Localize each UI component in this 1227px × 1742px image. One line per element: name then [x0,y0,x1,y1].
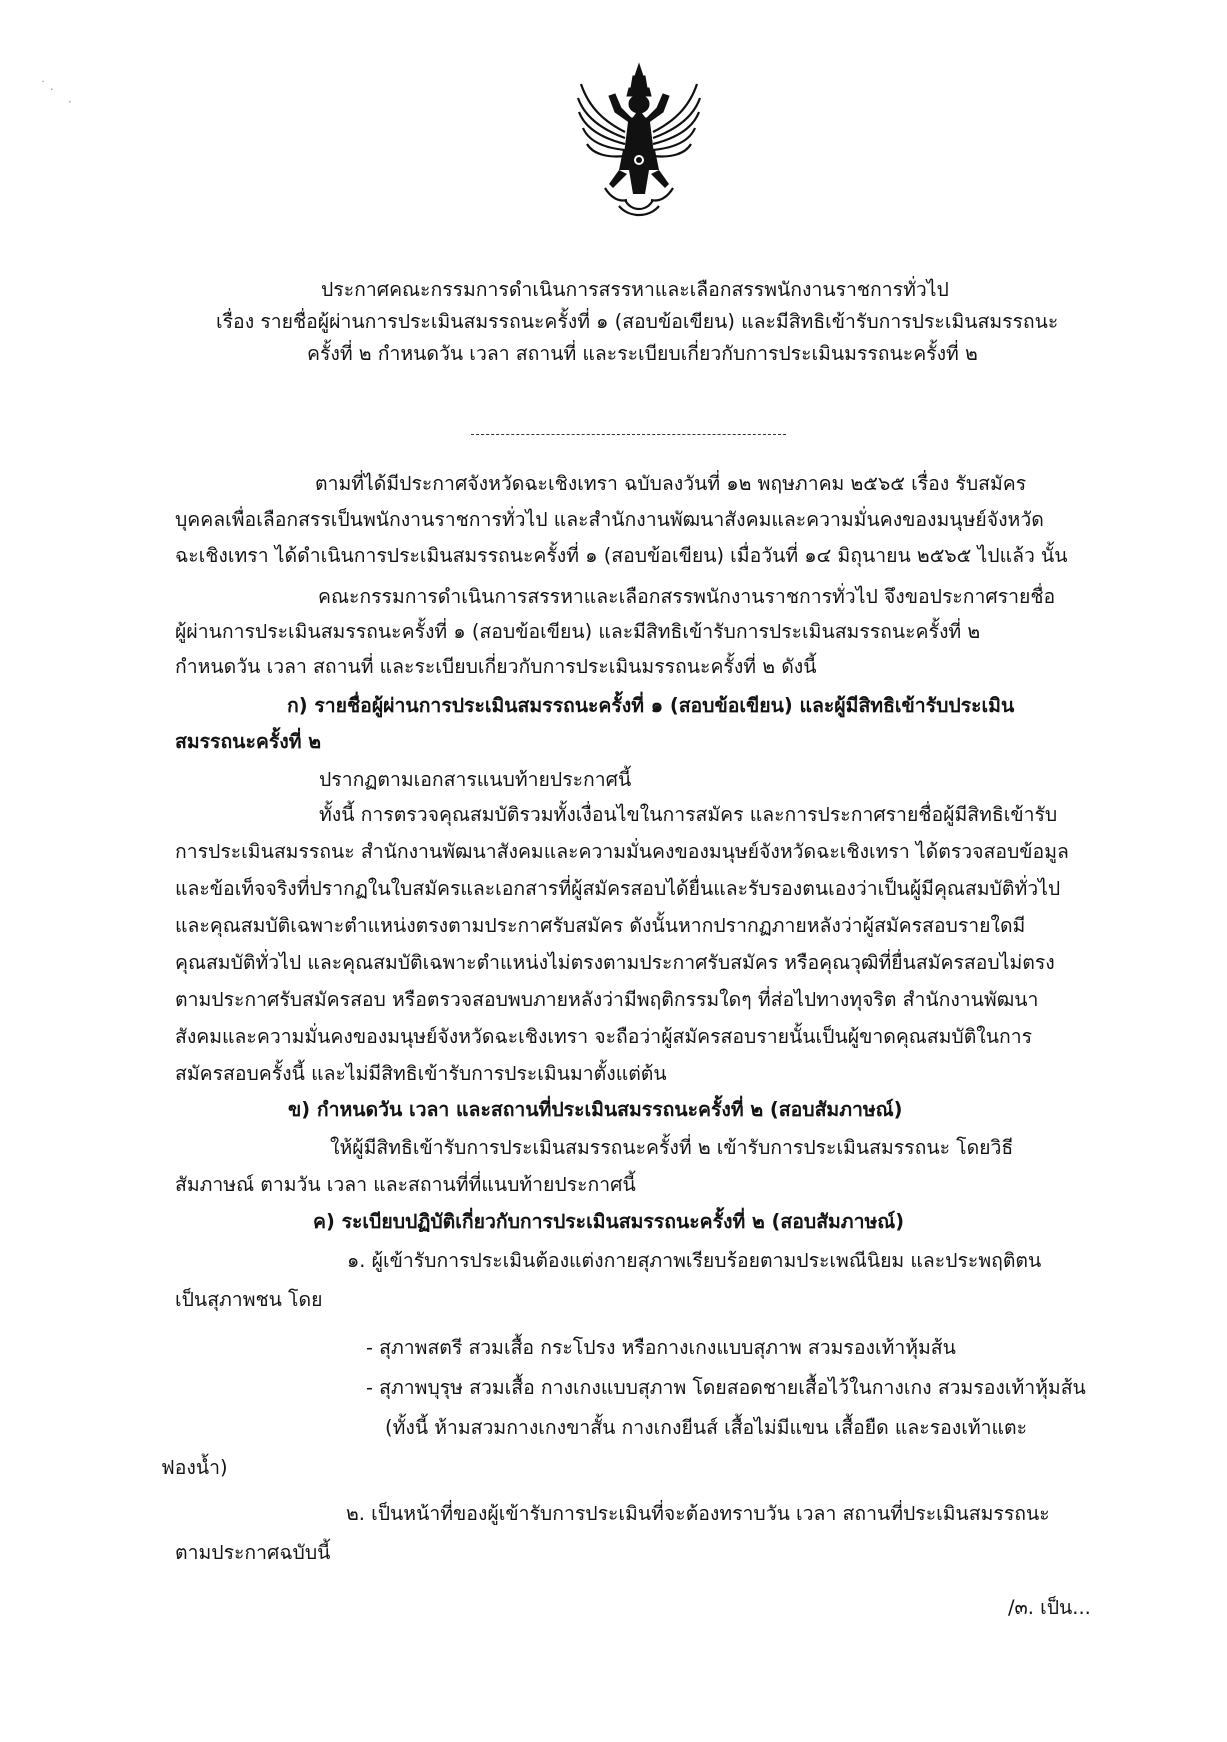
dress-code-women: - สุภาพสตรี สวมเสื้อ กระโปรง หรือกางเกงแบบสุภาพ สวมรองเท้าหุ้มส้น [366,1336,956,1359]
section-c-heading: ค) ระเบียบปฏิบัติเกี่ยวกับการประเมินสมรรถนะครั้งที่ ๒ (สอบสัมภาษณ์) [313,1210,905,1233]
section-a-note-line: การประเมินสมรรถนะ สำนักงานพัฒนาสังคมและความมั่นคงของมนุษย์จังหวัดฉะเชิงเทรา ได้ตรวจสอบข้อมูล [175,840,1069,863]
section-b-text-line: ให้ผู้มีสิทธิเข้ารับการประเมินสมรรถนะครั้งที่ ๒ เข้ารับการประเมินสมรรถนะ โดยวิธี [330,1136,1014,1159]
scan-speck: ˙ . [40,79,54,93]
section-a-note-line: สมัครสอบครั้งนี้ และไม่มีสิทธิเข้ารับการประเมินมาตั้งแต่ต้น [175,1062,667,1085]
garuda-emblem-icon [575,62,703,220]
section-a-note-line: ตามประกาศรับสมัครสอบ หรือตรวจสอบพบภายหลังว่ามีพฤติกรรมใดๆ ที่ส่อไปทางทุจริต สำนักงานพัฒนา [175,988,1039,1011]
section-a-note-line: และข้อเท็จจริงที่ปรากฏในใบสมัครและเอกสารที่ผู้สมัครสอบได้ยื่นและรับรองตนเองว่าเป็นผู้มีคุณสมบัติทั่วไป [175,877,1061,900]
header-separator [471,434,786,435]
dress-code-note: (ทั้งนี้ ห้ามสวมกางเกงขาสั้น กางเกงยีนส์ เสื้อไม่มีแขน เสื้อยืด และรองเท้าแตะ [385,1416,1028,1439]
scan-speck: · [68,95,72,109]
intro-line: บุคคลเพื่อเลือกสรรเป็นพนักงานราชการทั่วไป และสำนักงานพัฒนาสังคมและความมั่นคงของมนุษย์จังหวัด [175,508,1044,531]
intro-line: ฉะเชิงเทรา ได้ดำเนินการประเมินสมรรถนะครั้งที่ ๑ (สอบข้อเขียน) เมื่อวันที่ ๑๔ มิถุนายน ๒๕๖๕ ไปแล้ว นั้น [175,544,1068,567]
section-a-text: ปรากฏตามเอกสารแนบท้ายประกาศนี้ [319,768,632,791]
dress-code-note: ฟองน้ำ) [161,1456,228,1479]
section-c-item2-line: ๒. เป็นหน้าที่ของผู้เข้ารับการประเมินที่จะต้องทราบวัน เวลา สถานที่ประเมินสมรรถนะ [346,1502,1050,1525]
announce-line: คณะกรรมการดำเนินการสรรหาและเลือกสรรพนักงานราชการทั่วไป จึงขอประกาศรายชื่อ [318,585,1056,608]
section-c-item1-line: เป็นสุภาพชน โดย [175,1288,323,1311]
dress-code-men: - สุภาพบุรุษ สวมเสื้อ กางเกงแบบสุภาพ โดยสอดชายเสื้อไว้ในกางเกง สวมรองเท้าหุ้มส้น [366,1376,1086,1399]
section-a-note-line: ทั้งนี้ การตรวจคุณสมบัติรวมทั้งเงื่อนไขในการสมัคร และการประกาศรายชื่อผู้มีสิทธิเข้ารับ [319,803,1058,826]
announcement-subject-line2: ครั้งที่ ๒ กำหนดวัน เวลา สถานที่ และระเบียบเกี่ยวกับการประเมินมรรถนะครั้งที่ ๒ [307,342,978,365]
page-continuation: /๓. เป็น... [1008,1596,1091,1619]
section-c-item1-line: ๑. ผู้เข้ารับการประเมินต้องแต่งกายสุภาพเรียบร้อยตามประเพณีนิยม และประพฤติตน [347,1249,1042,1272]
intro-line: ตามที่ได้มีประกาศจังหวัดฉะเชิงเทรา ฉบับลงวันที่ ๑๒ พฤษภาคม ๒๕๖๕ เรื่อง รับสมัคร [315,472,1027,495]
section-a-note-line: สังคมและความมั่นคงของมนุษย์จังหวัดฉะเชิงเทรา จะถือว่าผู้สมัครสอบรายนั้นเป็นผู้ขาดคุณสมบัติในการ [175,1025,1033,1048]
section-b-text-line: สัมภาษณ์ ตามวัน เวลา และสถานที่ที่แนบท้ายประกาศนี้ [175,1173,636,1196]
section-a-heading-cont: สมรรถนะครั้งที่ ๒ [175,730,322,753]
announcement-title: ประกาศคณะกรรมการดำเนินการสรรหาและเลือกสรรพนักงานราชการทั่วไป [321,278,949,301]
section-a-heading: ก) รายชื่อผู้ผ่านการประเมินสมรรถนะครั้งที่ ๑ (สอบข้อเขียน) และผู้มีสิทธิเข้ารับประเมิน [287,694,1015,717]
section-c-item2-line: ตามประกาศฉบับนี้ [175,1541,331,1564]
announce-line: ผู้ผ่านการประเมินสมรรถนะครั้งที่ ๑ (สอบข้อเขียน) และมีสิทธิเข้ารับการประเมินสมรรถนะครั้งที่ ๒ [175,620,981,643]
announce-line: กำหนดวัน เวลา สถานที่ และระเบียบเกี่ยวกับการประเมินมรรถนะครั้งที่ ๒ ดังนี้ [175,655,817,678]
section-a-note-line: คุณสมบัติทั่วไป และคุณสมบัติเฉพาะตำแหน่งไม่ตรงตามประกาศรับสมัคร หรือคุณวุฒิที่ยื่นสมัครสอบไม่ตรง [175,951,1055,974]
announcement-subject-line1: เรื่อง รายชื่อผู้ผ่านการประเมินสมรรถนะครั้งที่ ๑ (สอบข้อเขียน) และมีสิทธิเข้ารับการประเมินสมรรถนะ [216,310,1059,333]
section-b-heading: ข) กำหนดวัน เวลา และสถานที่ประเมินสมรรถนะครั้งที่ ๒ (สอบสัมภาษณ์) [288,1098,903,1121]
section-a-note-line: และคุณสมบัติเฉพาะตำแหน่งตรงตามประกาศรับสมัคร ดังนั้นหากปรากฏภายหลังว่าผู้สมัครสอบรายใดมี [175,914,1026,937]
